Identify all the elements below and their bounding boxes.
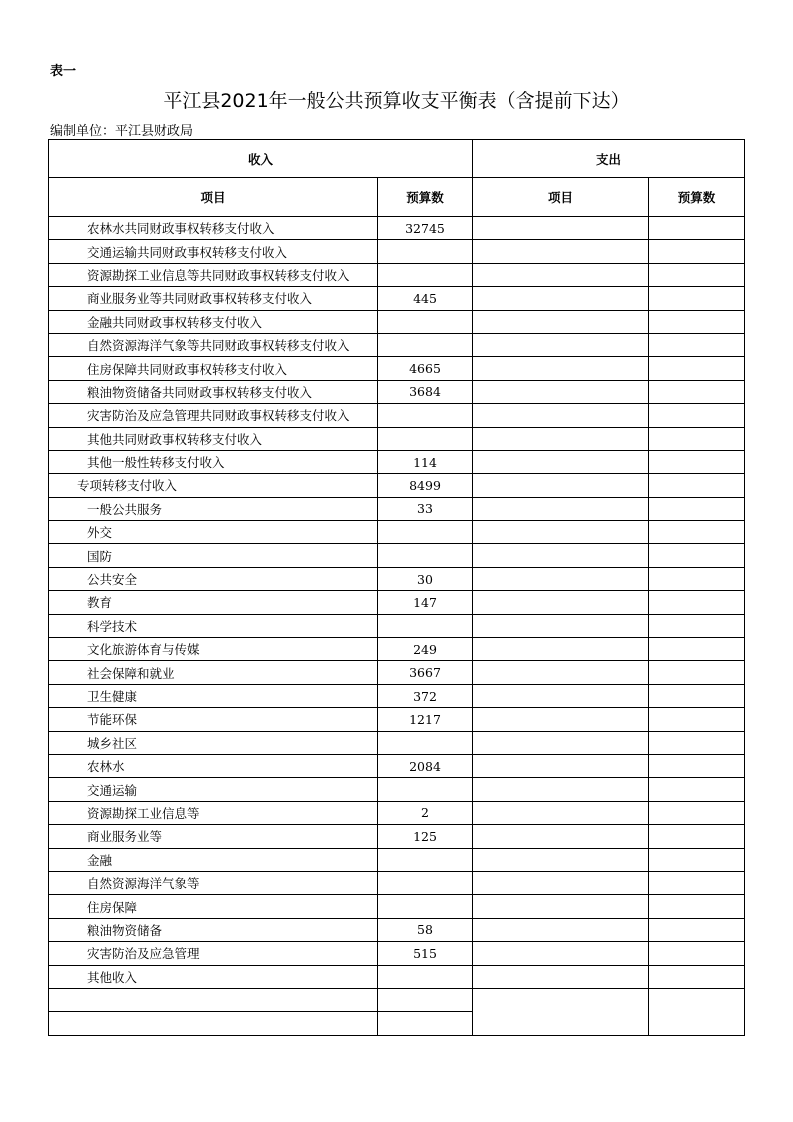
table-row: [49, 801, 745, 824]
income-item-cell: 节能环保: [49, 708, 378, 731]
table-row: [49, 380, 745, 403]
table-row: [49, 287, 745, 310]
table-row: [49, 240, 745, 263]
expense-budget-cell: [649, 661, 745, 684]
income-budget-cell: 2: [378, 801, 473, 824]
expense-item-cell: [473, 801, 649, 824]
expense-budget-header: 预算数: [649, 178, 745, 217]
income-budget-cell: [378, 848, 473, 871]
income-budget-cell: 58: [378, 918, 473, 941]
table-row: [49, 263, 745, 286]
expense-budget-cell: [649, 263, 745, 286]
expense-budget-cell: [649, 567, 745, 590]
expense-item-cell: [473, 427, 649, 450]
table-row: [49, 731, 745, 754]
income-item-cell: 资源勘探工业信息等: [49, 801, 378, 824]
expense-budget-cell: [649, 333, 745, 356]
income-item-cell: 住房保障: [49, 895, 378, 918]
income-item-cell: 卫生健康: [49, 684, 378, 707]
income-item-cell: 金融共同财政事权转移支付收入: [49, 310, 378, 333]
income-item-cell: 专项转移支付收入: [49, 474, 378, 497]
income-item-cell: 农林水共同财政事权转移支付收入: [49, 217, 378, 240]
expense-budget-cell: [649, 942, 745, 965]
expense-item-cell: [473, 731, 649, 754]
income-item-cell: 农林水: [49, 754, 378, 777]
expense-budget-cell: [649, 380, 745, 403]
expense-item-cell: [473, 754, 649, 777]
expense-budget-cell: [649, 614, 745, 637]
expense-budget-cell: [649, 918, 745, 941]
expense-budget-cell: [649, 988, 745, 1011]
expense-budget-cell: [649, 848, 745, 871]
income-budget-cell: [378, 731, 473, 754]
expense-item-cell: [473, 942, 649, 965]
income-budget-cell: 249: [378, 638, 473, 661]
income-budget-cell: 2084: [378, 754, 473, 777]
expense-item-cell: [473, 521, 649, 544]
table-row: [49, 521, 745, 544]
expense-item-cell: [473, 965, 649, 988]
expense-item-cell: [473, 988, 649, 1011]
expense-item-cell: [473, 380, 649, 403]
expense-item-header: 项目: [473, 178, 649, 217]
income-item-cell: 粮油物资储备: [49, 918, 378, 941]
expense-item-cell: [473, 614, 649, 637]
expense-budget-cell: [649, 871, 745, 894]
income-item-cell: 交通运输: [49, 778, 378, 801]
expense-budget-cell: [649, 450, 745, 473]
expense-item-cell: [473, 708, 649, 731]
table-label: 表一: [50, 64, 77, 79]
table-row: [49, 474, 745, 497]
expense-item-cell: [473, 450, 649, 473]
table-row: [49, 217, 745, 240]
compiling-unit: 编制单位：平江县财政局: [50, 124, 194, 139]
table-row: [49, 404, 745, 427]
income-item-cell: 城乡社区: [49, 731, 378, 754]
expense-budget-cell: [649, 427, 745, 450]
table-row: [49, 497, 745, 520]
expense-budget-cell: [649, 474, 745, 497]
expense-item-cell: [473, 240, 649, 263]
table-row: [49, 661, 745, 684]
expense-budget-cell: [649, 965, 745, 988]
page-title: 平江县2021年一般公共预算收支平衡表（含提前下达）: [163, 90, 630, 112]
expense-budget-cell: [649, 638, 745, 661]
table-row: [49, 591, 745, 614]
expense-budget-cell: [649, 357, 745, 380]
income-item-cell: 灾害防治及应急管理共同财政事权转移支付收入: [49, 404, 378, 427]
income-item-cell: 金融: [49, 848, 378, 871]
income-budget-cell: 1217: [378, 708, 473, 731]
income-budget-cell: [378, 1012, 473, 1035]
income-budget-cell: [378, 614, 473, 637]
income-item-cell: 国防: [49, 544, 378, 567]
income-budget-cell: [378, 240, 473, 263]
budget-balance-table: [48, 139, 745, 1036]
income-item-cell: 其他共同财政事权转移支付收入: [49, 427, 378, 450]
expense-item-cell: [473, 1012, 649, 1035]
table-row: [49, 918, 745, 941]
expense-item-cell: [473, 661, 649, 684]
expense-item-cell: [473, 544, 649, 567]
income-item-cell: 公共安全: [49, 567, 378, 590]
income-item-cell: 自然资源海洋气象等: [49, 871, 378, 894]
income-item-cell: 其他收入: [49, 965, 378, 988]
income-budget-cell: 30: [378, 567, 473, 590]
expense-item-cell: [473, 638, 649, 661]
expense-item-cell: [473, 497, 649, 520]
expense-budget-cell: [649, 287, 745, 310]
income-budget-cell: 147: [378, 591, 473, 614]
income-budget-cell: 8499: [378, 474, 473, 497]
income-budget-cell: 114: [378, 450, 473, 473]
income-budget-cell: 32745: [378, 217, 473, 240]
expense-item-cell: [473, 591, 649, 614]
table-row: [49, 614, 745, 637]
income-item-cell: 灾害防治及应急管理: [49, 942, 378, 965]
expense-budget-cell: [649, 240, 745, 263]
expense-item-cell: [473, 404, 649, 427]
income-budget-cell: [378, 778, 473, 801]
expense-budget-cell: [649, 778, 745, 801]
income-item-cell: 社会保障和就业: [49, 661, 378, 684]
expense-budget-cell: [649, 544, 745, 567]
income-budget-cell: [378, 544, 473, 567]
table-row: [49, 450, 745, 473]
income-budget-cell: 372: [378, 684, 473, 707]
expense-budget-cell: [649, 1012, 745, 1035]
income-budget-cell: 3667: [378, 661, 473, 684]
income-item-header: 项目: [49, 178, 378, 217]
income-budget-cell: 125: [378, 825, 473, 848]
income-item-cell: 教育: [49, 591, 378, 614]
income-budget-cell: [378, 895, 473, 918]
income-budget-cell: [378, 333, 473, 356]
income-budget-cell: 445: [378, 287, 473, 310]
table-row: [49, 638, 745, 661]
income-item-cell: 交通运输共同财政事权转移支付收入: [49, 240, 378, 263]
expense-item-cell: [473, 778, 649, 801]
table-row: [49, 567, 745, 590]
income-budget-cell: 33: [378, 497, 473, 520]
expense-budget-cell: [649, 684, 745, 707]
expense-budget-cell: [649, 404, 745, 427]
expense-item-cell: [473, 263, 649, 286]
income-budget-cell: [378, 521, 473, 544]
expense-budget-cell: [649, 754, 745, 777]
expense-item-cell: [473, 217, 649, 240]
income-budget-cell: [378, 965, 473, 988]
expense-budget-cell: [649, 801, 745, 824]
income-item-cell: 一般公共服务: [49, 497, 378, 520]
table-row: [49, 778, 745, 801]
expense-item-cell: [473, 871, 649, 894]
income-header: 收入: [49, 140, 473, 178]
expense-header: 支出: [473, 140, 745, 178]
income-budget-cell: [378, 310, 473, 333]
income-budget-cell: 515: [378, 942, 473, 965]
table-row: [49, 965, 745, 988]
expense-item-cell: [473, 310, 649, 333]
table-row: [49, 871, 745, 894]
income-item-cell: 其他一般性转移支付收入: [49, 450, 378, 473]
expense-item-cell: [473, 474, 649, 497]
expense-budget-cell: [649, 521, 745, 544]
expense-item-cell: [473, 918, 649, 941]
income-budget-cell: [378, 427, 473, 450]
expense-item-cell: [473, 333, 649, 356]
table-row: [49, 544, 745, 567]
expense-budget-cell: [649, 708, 745, 731]
expense-item-cell: [473, 895, 649, 918]
expense-budget-cell: [649, 731, 745, 754]
table-row: [49, 708, 745, 731]
table-row: [49, 754, 745, 777]
income-item-cell: 粮油物资储备共同财政事权转移支付收入: [49, 380, 378, 403]
income-item-cell: 外交: [49, 521, 378, 544]
income-item-cell: 资源勘探工业信息等共同财政事权转移支付收入: [49, 263, 378, 286]
income-item-cell: 科学技术: [49, 614, 378, 637]
income-item-cell: 自然资源海洋气象等共同财政事权转移支付收入: [49, 333, 378, 356]
expense-budget-cell: [649, 310, 745, 333]
table-row: [49, 1012, 745, 1035]
income-item-cell: 商业服务业等: [49, 825, 378, 848]
income-budget-header: 预算数: [378, 178, 473, 217]
income-item-cell: [49, 988, 378, 1011]
income-budget-cell: [378, 263, 473, 286]
expense-item-cell: [473, 567, 649, 590]
income-budget-cell: 3684: [378, 380, 473, 403]
income-budget-cell: [378, 404, 473, 427]
expense-item-cell: [473, 848, 649, 871]
table-row: [49, 427, 745, 450]
expense-budget-cell: [649, 497, 745, 520]
income-item-cell: [49, 1012, 378, 1035]
income-budget-cell: 4665: [378, 357, 473, 380]
table-row: [49, 942, 745, 965]
table-row: [49, 895, 745, 918]
expense-item-cell: [473, 825, 649, 848]
income-budget-cell: [378, 871, 473, 894]
table-row: [49, 825, 745, 848]
income-budget-cell: [378, 988, 473, 1011]
expense-budget-cell: [649, 825, 745, 848]
expense-item-cell: [473, 684, 649, 707]
table-row: [49, 684, 745, 707]
expense-budget-cell: [649, 895, 745, 918]
table-row: [49, 988, 745, 1011]
expense-budget-cell: [649, 591, 745, 614]
table-row: [49, 848, 745, 871]
table-row: [49, 333, 745, 356]
income-item-cell: 商业服务业等共同财政事权转移支付收入: [49, 287, 378, 310]
expense-budget-cell: [649, 217, 745, 240]
income-item-cell: 文化旅游体育与传媒: [49, 638, 378, 661]
table-row: [49, 310, 745, 333]
expense-item-cell: [473, 357, 649, 380]
table-row: [49, 357, 745, 380]
expense-item-cell: [473, 287, 649, 310]
income-item-cell: 住房保障共同财政事权转移支付收入: [49, 357, 378, 380]
